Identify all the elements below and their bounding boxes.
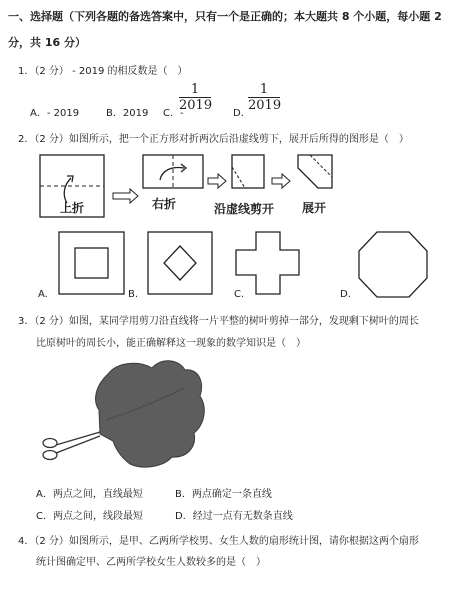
q1-option-b: B．2019 (106, 108, 149, 119)
q1-d-denominator: 2019 (248, 98, 282, 113)
q2-option-a: A. (38, 289, 48, 300)
q1-option-c: C．- (163, 108, 184, 119)
q1-c-denominator: 2019 (179, 98, 213, 113)
q1-stem: 1．（2 分） - 2019 的相反数是（ ） (18, 66, 188, 77)
q1-d-numerator: 1 (259, 82, 269, 97)
q4-stem-line1: 4．（2 分）如图所示，是甲、乙两所学校男、女生人数的扇形统计图，请你根据这两个扇形 (18, 536, 419, 547)
q4-stem-line2: 统计图确定甲、乙两所学校女生人数较多的是（ ） (36, 557, 266, 568)
q3-option-b: B．两点确定一条直线 (175, 489, 272, 500)
step-label-fold-up: 上折 (60, 201, 85, 215)
step-label-cut: 沿虚线剪开 (214, 202, 275, 216)
q3-option-d: D．经过一点有无数条直线 (175, 511, 293, 522)
q2-option-c: C. (234, 289, 245, 300)
q2-option-b: B. (128, 289, 139, 300)
leaf-image (96, 361, 205, 467)
scissors-icon (43, 432, 100, 460)
q3-stem-line2: 比原树叶的周长小，能正确解释这一现象的数学知识是（ ） (36, 338, 306, 349)
step-label-fold-right: 右折 (152, 197, 177, 211)
q3-option-c: C．两点之间，线段最短 (36, 511, 143, 522)
q1-option-a: A．- 2019 (30, 108, 80, 119)
step-label-unfold: 展开 (302, 201, 327, 215)
q1-option-d: D． (233, 108, 251, 119)
q3-stem-line1: 3．（2 分）如图，某同学用剪刀沿直线将一片平整的树叶剪掉一部分，发现剩下树叶的周长 (18, 316, 419, 327)
q2-option-d: D. (340, 289, 351, 300)
q3-option-a: A．两点之间，直线最短 (36, 489, 143, 500)
q2-stem: 2．（2 分）如图所示，把一个正方形对折两次后沿虚线剪下，展开后所得的图形是（ ） (18, 134, 409, 145)
q1-c-numerator: 1 (190, 82, 200, 97)
section-title-line1: 一、选择题（下列各题的备选答案中，只有一个是正确的；本大题共 8 个小题，每小题 2 (8, 10, 442, 23)
section-title-line2: 分，共 16 分） (8, 36, 86, 49)
